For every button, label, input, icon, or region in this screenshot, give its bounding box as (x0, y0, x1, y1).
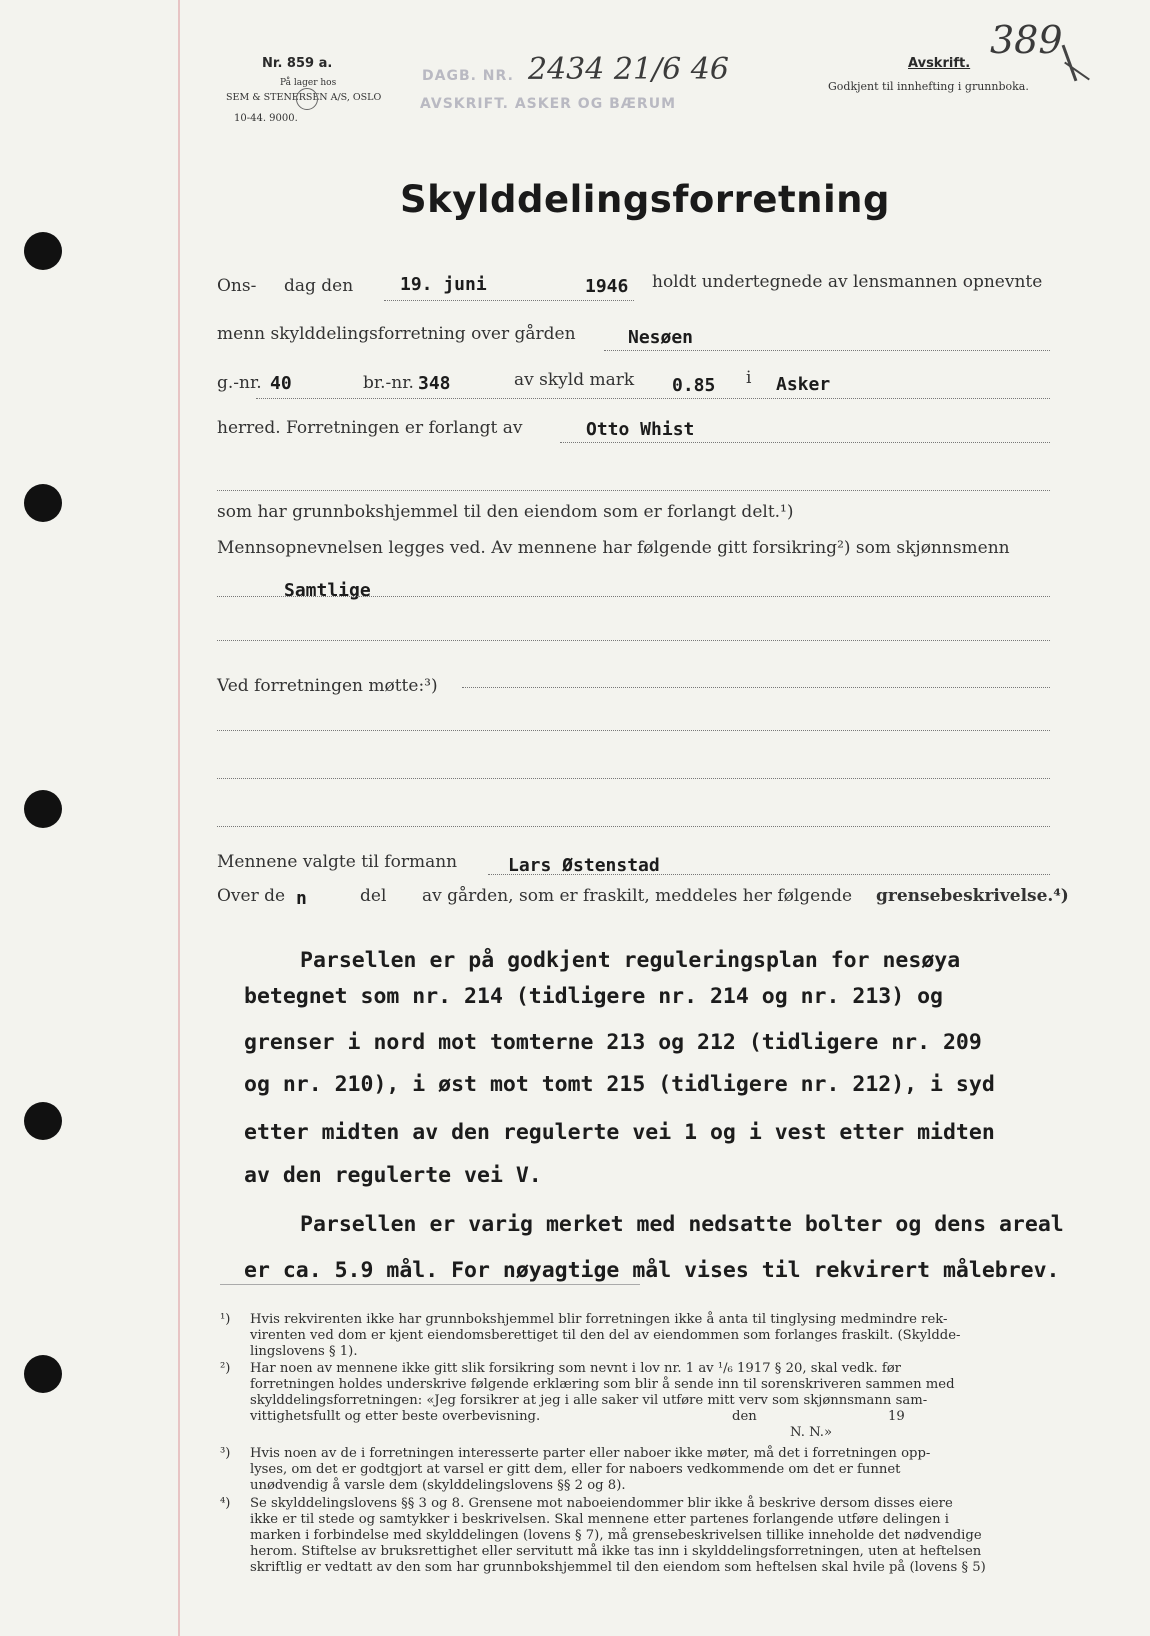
footnote-line: Se skylddelingslovens §§ 3 og 8. Grensene mot naboeiendommer blir ikke å beskrive dersom disses eiere (250, 1496, 953, 1511)
label-del: del (360, 886, 387, 906)
punch-hole (24, 484, 62, 522)
chairman-rule (488, 874, 1050, 875)
footnote-line: skylddelingsforretningen: «Jeg forsikrer at jeg i alle saker vil utføre mitt verv som skjønnsmann sam- (250, 1393, 928, 1408)
property-rule (256, 398, 1050, 399)
description-line: av den regulerte vei V. (244, 1163, 542, 1188)
blank-rule (217, 778, 1050, 779)
signature-name: N. N.» (790, 1425, 833, 1440)
date-rule (384, 300, 634, 301)
footnote-line: unødvendig å varsle dem (skylddelingslovens §§ 2 og 8). (250, 1478, 626, 1493)
label-menn: menn skylddelingsforretning over gården (217, 324, 576, 344)
description-line: og nr. 210), i øst mot tomt 215 (tidligere nr. 212), i syd (244, 1072, 995, 1097)
chairman-value: Lars Østenstad (508, 855, 660, 876)
farm-name-value: Nesøen (628, 327, 694, 348)
requester-rule (560, 442, 1050, 443)
requester-value: Otto Whist (586, 419, 695, 440)
label-over: Over de (217, 886, 286, 906)
label-grensebeskrivelse: grensebeskrivelse.⁴) (876, 886, 1069, 906)
label-formann: Mennene valgte til formann (217, 852, 458, 872)
footnote-line: skriftlig er vedtatt av den som har grunnbokshjemmel til den eiendom som heftelsen skal hvile på (lovens § 5) (250, 1560, 986, 1575)
description-line: betegnet som nr. 214 (tidligere nr. 214 og nr. 213) og (244, 984, 943, 1009)
farm-rule (604, 350, 1050, 351)
label-bnr: br.-nr. (363, 373, 414, 393)
label-skyld: av skyld mark (514, 370, 635, 390)
footnote-line: Hvis rekvirenten ikke har grunnbokshjemmel blir forretningen ikke å anta til tinglysing medmindre rek- (250, 1312, 948, 1327)
diary-stamp-office: AVSKRIFT. ASKER OG BÆRUM (420, 96, 677, 112)
document-title: Skylddelingsforretning (400, 178, 890, 221)
approval-text: Godkjent til innhefting i grunnboka. (828, 80, 1029, 93)
label-i: i (746, 368, 752, 388)
punch-hole (24, 790, 62, 828)
publisher-seal-icon (296, 88, 318, 110)
footnote-line: virenten ved dom er kjent eiendomsberettiget til den del av eiendommen som forlanges fraskilt. (Skyldde- (250, 1328, 961, 1343)
signature-den: den (732, 1409, 757, 1424)
diary-stamp-label: DAGB. NR. (422, 68, 514, 84)
description-line: Parsellen er varig merket med nedsatte bolter og dens areal (300, 1212, 1064, 1237)
footnote-line: Hvis noen av de i forretningen interesserte parter eller naboer ikke møter, må det i forretningen opp- (250, 1446, 931, 1461)
blank-rule (217, 826, 1050, 827)
punch-hole (24, 1102, 62, 1140)
margin-line (178, 0, 180, 1636)
skyld-value: 0.85 (672, 375, 716, 396)
footnote-line: ikke er til stede og samtykker i beskrivelsen. Skal mennene etter partenes forlangende utføre delingen i (250, 1512, 950, 1527)
municipality-value: Asker (776, 374, 831, 395)
copy-label: Avskrift. (908, 56, 971, 71)
over-fill: n (296, 888, 307, 909)
blank-rule (217, 730, 1050, 731)
publisher-name: SEM & STENERSEN A/S, OSLO (226, 92, 382, 103)
bnr-value: 348 (418, 373, 451, 394)
date-value: 19. juni (400, 274, 487, 295)
appraisers-rule (217, 596, 1050, 597)
description-line: grenser i nord mot tomterne 213 og 212 (tidligere nr. 209 (244, 1030, 982, 1055)
footnote-line: marken i forbindelse med skylddelingen (lovens § 7), må grensebeskrivelsen tillike inneholde det nødvendige (250, 1528, 982, 1543)
publisher-line: På lager hos (280, 78, 337, 88)
attendees-rule (462, 687, 1050, 688)
appraisers-value: Samtlige (284, 580, 371, 601)
description-line: etter midten av den regulerte vei 1 og i vest etter midten (244, 1120, 995, 1145)
label-mote: Ved forretningen møtte:³) (217, 676, 438, 696)
footnote-line: herom. Stiftelse av bruksrettighet eller servitutt må ikke tas inn i skylddelingsforretningen, uten at heftelsen (250, 1544, 982, 1559)
blank-rule (217, 490, 1050, 491)
diary-number-handwritten: 2434 21/6 46 (528, 52, 729, 87)
form-number: Nr. 859 a. (262, 56, 333, 71)
label-grunnbok: som har grunnbokshjemmel til den eiendom som er forlangt delt.¹) (217, 502, 794, 522)
footnote-separator (220, 1284, 640, 1285)
print-code: 10-44. 9000. (234, 113, 298, 124)
description-line: Parsellen er på godkjent reguleringsplan for nesøya (300, 948, 961, 973)
punch-hole (24, 1355, 62, 1393)
blank-rule (217, 640, 1050, 641)
label-herred: herred. Forretningen er forlangt av (217, 418, 523, 438)
label-av-garden: av gården, som er fraskilt, meddeles her følgende (422, 886, 853, 906)
label-holdt: holdt undertegnede av lensmannen opnevnte (652, 272, 1043, 292)
footnote-line: lyses, om det er godtgjort at varsel er gitt dem, eller for naboers vedkommende om det er funnet (250, 1462, 901, 1477)
footnote-line: lingslovens § 1). (250, 1344, 358, 1359)
punch-hole (24, 232, 62, 270)
footnote-line: vittighetsfullt og etter beste overbevisning. (250, 1409, 541, 1424)
signature-year: 19 (888, 1409, 905, 1424)
check-mark (1064, 62, 1090, 81)
weekday-prefix: Ons- (217, 276, 257, 296)
label-gnr: g.-nr. (217, 373, 262, 393)
gnr-value: 40 (270, 373, 292, 394)
footnote-mark: ¹) (220, 1312, 231, 1327)
footnote-line: Har noen av mennene ikke gitt slik forsikring som nevnt i lov nr. 1 av ¹/₆ 1917 § 20, skal vedk. før (250, 1361, 901, 1376)
footnote-line: forretningen holdes underskrive følgende erklæring som blir å sende inn til sorenskriveren sammen med (250, 1377, 955, 1392)
description-line: er ca. 5.9 mål. For nøyagtige mål vises til rekvirert målebrev. (244, 1258, 1060, 1283)
year-value: 1946 (585, 276, 629, 297)
label-dag-den: dag den (284, 276, 354, 296)
page-number-handwritten: 389 (990, 18, 1063, 62)
footnote-mark: ³) (220, 1446, 231, 1461)
label-mennsopnevnelse: Mennsopnevnelsen legges ved. Av mennene har følgende gitt forsikring²) som skjønnsmenn (217, 538, 1010, 558)
footnote-mark: ⁴) (220, 1496, 231, 1511)
footnote-mark: ²) (220, 1361, 231, 1376)
